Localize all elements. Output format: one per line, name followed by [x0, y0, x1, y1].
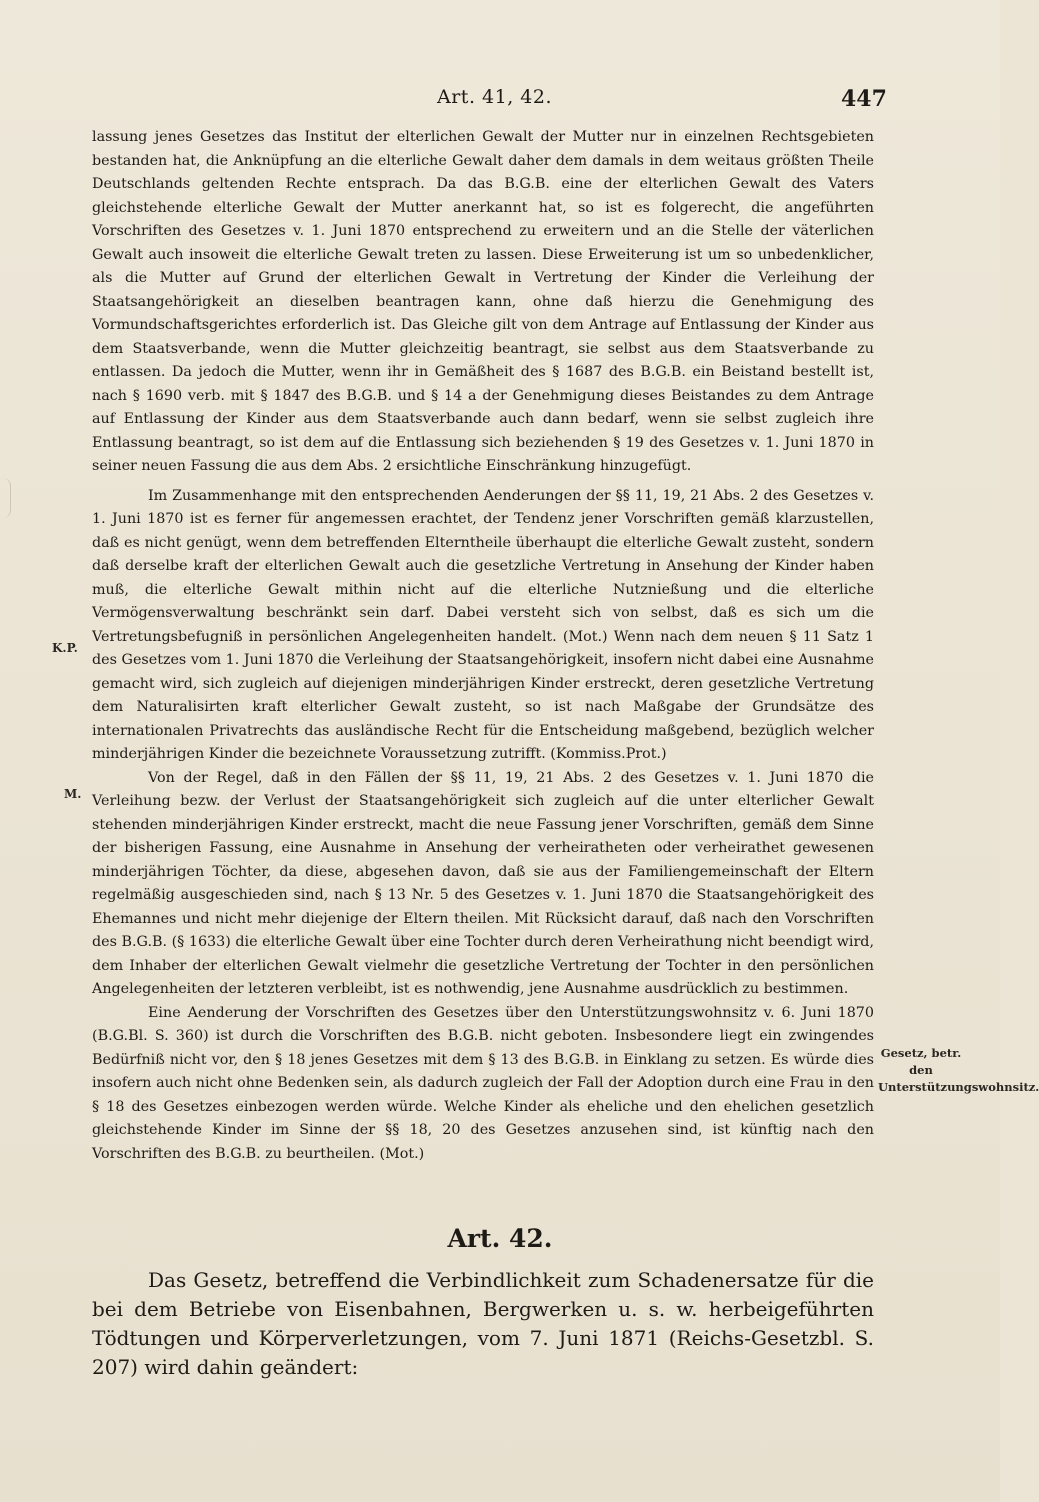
margin-note-kp: K.P. [52, 641, 78, 655]
article-paragraph: Das Gesetz, betreffend die Verbindlichkeit zum Schadenersatze für die bei dem Betriebe von Eisenbahnen, Bergwerken u. s. w. herbeigeführten Tödtungen und Körperverletzungen, vom 7. Juni 1871 (Reichs-Gesetzbl. S. 207) wird dahin geändert: [92, 1268, 874, 1379]
margin-note-gesetz: Gesetz, betr. den Unterstützungswohnsitz. [878, 1046, 1039, 1094]
scan-edge-mark [0, 478, 11, 518]
paragraph-3: Von der Regel, daß in den Fällen der §§ 11, 19, 21 Abs. 2 des Gesetzes v. 1. Juni 1870 die Verleihung bezw. der Verlust der Staatsangehörigkeit sich zugleich auf die unter elterlicher Gewalt stehenden minderjährigen Kinder erstreckt, macht die neue Fassung jener Vorschriften, gemäß dem Sinne der bisherigen Fassung, eine Ausnahme in Ansehung der verheiratheten oder verheirathet gewesenen minderjährigen Töchter, da diese, abgesehen davon, daß sie aus der Familiengemeinschaft der Eltern regelmäßig ausgeschieden sind, nach § 13 Nr. 5 des Gesetzes v. 1. Juni 1870 die Staatsangehörigkeit des Ehemannes und nicht mehr diejenige der Eltern theilen. Mit Rücksicht darauf, daß nach den Vorschriften des B.G.B. (§ 1633) die elterliche Gewalt über eine Tochter durch deren Verheirathung nicht beendigt wird, dem Inhaber der elterlichen Gewalt vielmehr die gesetzliche Vertretung der Tochter in den persönlichen Angelegenheiten der letzteren verbleibt, ist es nothwendig, jene Ausnahme ausdrücklich zu bestimmen. [92, 769, 874, 997]
commentary-text [92, 126, 874, 1166]
running-head [0, 86, 1000, 116]
page-number: 447 [841, 86, 887, 112]
running-title: Art. 41, 42. [437, 86, 552, 108]
article-heading: Art. 42. [447, 1224, 553, 1253]
paragraph-1: lassung jenes Gesetzes das Institut der elterlichen Gewalt der Mutter nur in einzelnen Rechtsgebieten bestanden hat, die Anknüpfung an die elterliche Gewalt daher dem damals in dem weitaus größten Theile Deutschlands geltenden Rechte entsprach. Da das B.G.B. eine der elterlichen Gewalt des Vaters gleichstehende elterliche Gewalt der Mutter anerkannt hat, so ist es folgerecht, die angeführten Vorschriften des Gesetzes v. 1. Juni 1870 entsprechend zu erweitern und an die Stelle der väterlichen Gewalt auch insoweit die elterliche Gewalt treten zu lassen. Diese Erweiterung ist um so unbedenklicher, als die Mutter auf Grund der elterlichen Gewalt in Vertretung der Kinder die Verleihung der Staatsangehörigkeit an dieselben beantragen kann, ohne daß hierzu die Genehmigung des Vormundschaftsgerichtes erforderlich ist. Das Gleiche gilt von dem Antrage auf Entlassung der Kinder aus dem Staatsverbande, wenn die Mutter gleichzeitig beantragt, sie selbst aus dem Staatsverbande zu entlassen. Da jedoch die Mutter, wenn ihr in Gemäßheit des § 1687 des B.G.B. ein Beistand bestellt ist, nach § 1690 verb. mit § 1847 des B.G.B. und § 14 a der Genehmigung dieses Beistandes zu dem Antrage auf Entlassung der Kinder aus dem Staatsverbande auch dann bedarf, wenn sie selbst zugleich ihre Entlassung beantragt, so ist dem auf die Entlassung sich beziehenden § 19 des Gesetzes v. 1. Juni 1870 in seiner neuen Fassung die aus dem Abs. 2 ersichtliche Einschränkung hinzugefügt. [92, 129, 874, 474]
article-text [92, 1266, 874, 1382]
paragraph-4: Eine Aenderung der Vorschriften des Gesetzes über den Unterstützungswohnsitz v. 6. Juni 1870 (B.G.Bl. S. 360) ist durch die Vorschriften des B.G.B. nicht geboten. Insbesondere liegt ein zwingendes Bedürfniß nicht vor, den § 18 jenes Gesetzes mit dem § 13 des B.G.B. in Einklang zu setzen. Es würde dies insofern auch nicht ohne Bedenken sein, als dadurch zugleich der Fall der Adoption durch eine Frau in den § 18 des Gesetzes einbezogen werden würde. Welche Kinder als eheliche und den ehelichen gesetzlich gleichstehende Kinder im Sinne der §§ 18, 20 des Gesetzes anzusehen sind, ist künftig nach den Vorschriften des B.G.B. zu beurtheilen. (Mot.) [92, 1004, 874, 1162]
paragraph-2: Im Zusammenhange mit den entsprechenden Aenderungen der §§ 11, 19, 21 Abs. 2 des Gesetzes v. 1. Juni 1870 ist es ferner für angemessen erachtet, der Tendenz jener Vorschriften gemäß klarzustellen, daß es nicht genügt, wenn dem betreffenden Elterntheile überhaupt die elterliche Gewalt zusteht, sondern daß derselbe kraft der elterlichen Gewalt auch die gesetzliche Vertretung in Ansehung der Kinder haben muß, die elterliche Gewalt mithin nicht auf die elterliche Nutznießung und die elterliche Vermögensverwaltung beschränkt sein darf. Dabei versteht sich von selbst, daß es sich um die Vertretungsbefugniß in persönlichen Angelegenheiten handelt. (Mot.) Wenn nach dem neuen § 11 Satz 1 des Gesetzes vom 1. Juni 1870 die Verleihung der Staatsangehörigkeit, insofern nicht dabei eine Ausnahme gemacht wird, sich zugleich auf diejenigen minderjährigen Kinder erstreckt, deren gesetzliche Vertretung dem Naturalisirten kraft elterlicher Gewalt zusteht, so ist nach Maßgabe der Grundsätze des internationalen Privatrechts das ausländische Recht für die Entscheidung maßgebend, bezüglich welcher minderjährigen Kinder die bezeichnete Voraussetzung zutrifft. (Kommiss.Prot.) [92, 487, 874, 762]
margin-note-m: M. [64, 787, 82, 801]
